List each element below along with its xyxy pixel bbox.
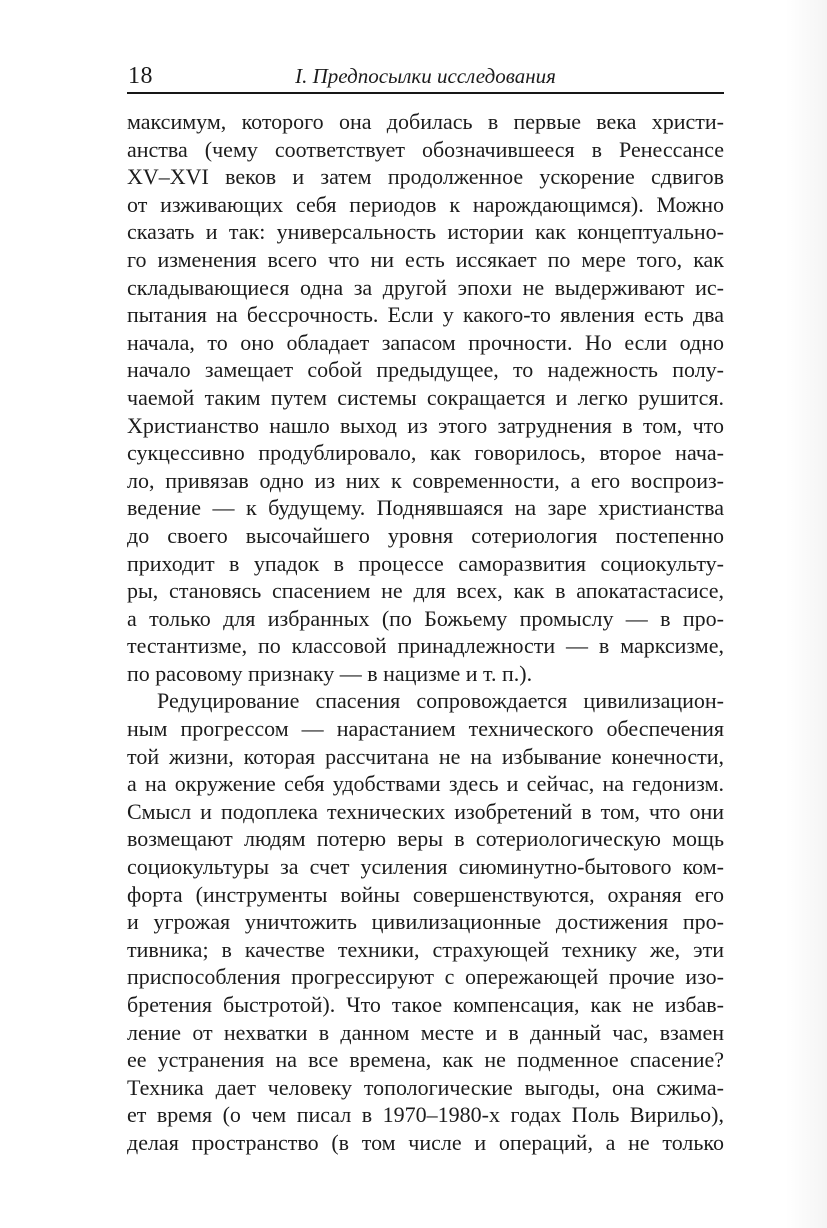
page-number: 18 xyxy=(128,63,153,89)
text-line: Редуцирование спасения сопровождается цивилизацион- xyxy=(157,688,724,714)
text-line: бретения быстротой). Что такое компенсация, как не избав- xyxy=(127,992,724,1017)
text-line: той жизни, которая рассчитана не на избывание конечности, xyxy=(127,743,724,769)
text-line: чаемой таким путем системы сокращается и легко рушится. xyxy=(127,384,724,410)
text-line: а только для избранных (по Божьему промыслу — в про- xyxy=(127,605,724,631)
text-line: социокультуры за счет усиления сиюминутно-бытового ком- xyxy=(127,854,724,880)
text-line: до своего высочайшего уровня сотериология постепенно xyxy=(127,522,724,548)
running-title: I. Предпосылки исследования xyxy=(295,64,556,88)
text-line: ление от нехватки в данном месте и в данный час, взамен xyxy=(127,1019,724,1045)
text-line: Техника дает человеку топологические выгоды, она сжима- xyxy=(127,1074,724,1100)
text-line: тестантизме, по классовой принадлежности — в марксизме, xyxy=(127,633,724,659)
text-line: форта (инструменты войны совершенствуются, охраняя его xyxy=(127,881,724,907)
text-line: приходит в упадок в процессе саморазвития социокульту- xyxy=(127,550,724,576)
text-line: ведение — к будущему. Поднявшаяся на заре христианства xyxy=(127,495,724,521)
text-line: анства (чему соответствует обозначившееся в Ренессансе xyxy=(127,136,724,162)
page-body xyxy=(127,108,724,1157)
text-line: ее устранения на все времена, как не подменное спасение? xyxy=(127,1047,724,1073)
text-line: максимум, которого она добилась в первые века христи- xyxy=(127,109,724,134)
text-line: ет время (о чем писал в 1970–1980-х годах Поль Вирильо), xyxy=(127,1102,724,1128)
text-line: делая пространство (в том числе и операций, а не только xyxy=(127,1129,724,1155)
text-line: ным прогрессом — нарастанием технического обеспечения xyxy=(127,716,724,742)
text-line: складывающиеся одна за другой эпохи не выдерживают ис- xyxy=(127,274,724,300)
text-line: а на окружение себя удобствами здесь и сейчас, на гедонизм. xyxy=(127,771,724,797)
text-line: начала, то оно обладает запасом прочности. Но если одно xyxy=(127,329,724,355)
page-edge-shadow xyxy=(785,0,827,1228)
text-line: ло, привязав одно из них к современности, а его воспроиз- xyxy=(127,467,724,493)
page-header xyxy=(127,56,724,92)
text-line: тивника; в качестве техники, страхующей технику же, эти xyxy=(127,936,724,962)
text-line: от изживающих себя периодов к нарождающимся). Можно xyxy=(127,191,724,217)
text-line: го изменения всего что ни есть иссякает по мере того, как xyxy=(127,246,724,272)
text-line: по расовому признаку — в нацизме и т. п.). xyxy=(127,660,533,686)
text-column xyxy=(127,56,724,1157)
text-line: приспособления прогрессируют с опережающей прочие изо- xyxy=(127,964,724,990)
text-line: Смысл и подоплека технических изобретений в том, что они xyxy=(127,798,724,824)
text-line: XV–XVI веков и затем продолженное ускорение сдвигов xyxy=(127,164,724,190)
text-line: Христианство нашло выход из этого затруднения в том, что xyxy=(127,412,724,438)
header-rule xyxy=(127,92,724,94)
text-line: ры, становясь спасением не для всех, как в апокатастасисе, xyxy=(127,578,724,604)
text-line: сукцессивно продублировало, как говорилось, второе нача- xyxy=(127,440,724,466)
text-line: и угрожая уничтожить цивилизационные достижения про- xyxy=(127,909,724,935)
text-line: возмещают людям потерю веры в сотериологическую мощь xyxy=(127,826,724,852)
text-line: сказать и так: универсальность истории как концептуально- xyxy=(127,219,724,245)
text-line: начало замещает собой предыдущее, то надежность полу- xyxy=(127,357,724,383)
text-line: пытания на бессрочность. Если у какого-то явления есть два xyxy=(127,302,724,328)
